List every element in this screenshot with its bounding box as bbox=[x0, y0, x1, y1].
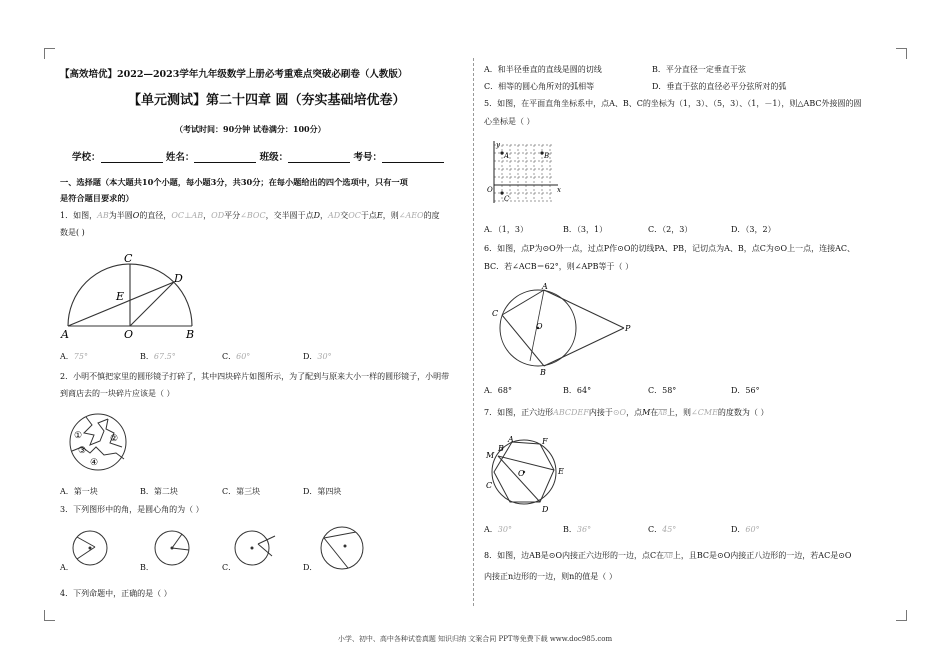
q8-arc: $\overline{AB}$ bbox=[664, 553, 673, 560]
q6-option-d[interactable]: D．56° bbox=[731, 386, 760, 395]
q7-text: 内接于 bbox=[588, 408, 613, 417]
q2-option-b[interactable]: B．第二块 bbox=[140, 487, 178, 496]
q1-stem bbox=[60, 211, 440, 221]
q1-text: 1．如图， bbox=[60, 211, 98, 220]
q2-label-3: ③ bbox=[78, 446, 87, 456]
q1-math: E bbox=[376, 211, 383, 220]
exam-number-label: 考号： bbox=[353, 152, 382, 163]
q2-option-d[interactable]: D．第四块 bbox=[303, 487, 342, 496]
q3-figure-c bbox=[232, 526, 276, 570]
q3-option-a[interactable]: A． bbox=[60, 563, 74, 572]
q1-option-c[interactable]: C．60° bbox=[222, 352, 251, 361]
q6-stem: 6．如图，点P为⊙O外一点，过点P作⊙O的切线PA、PB，记切点为A、B，点C为⊙O上一点，连接AC、 bbox=[484, 244, 856, 253]
section1-heading-cont: 是符合题目要求的） bbox=[60, 193, 134, 203]
q1-text: 的直径， bbox=[139, 211, 172, 220]
q8-stem bbox=[484, 551, 851, 562]
q7-math: ⊙O bbox=[612, 408, 627, 417]
q7-label-o: O bbox=[518, 469, 525, 478]
school-blank[interactable] bbox=[101, 154, 163, 163]
q1-figure bbox=[60, 248, 200, 340]
school-label: 学校： bbox=[72, 152, 101, 163]
q7-text: 7．如图，正六边形 bbox=[484, 408, 554, 417]
q1-label-o: O bbox=[124, 328, 134, 340]
q2-label-2: ② bbox=[110, 434, 119, 444]
q2-option-c[interactable]: C．第三块 bbox=[222, 487, 261, 496]
q1-label-d: D bbox=[174, 272, 183, 285]
q6-stem-cont: BC．若∠ACB＝62°，则∠APB等于（ ） bbox=[484, 262, 634, 271]
q3-option-d[interactable]: D． bbox=[303, 563, 318, 572]
q6-figure bbox=[484, 281, 634, 375]
q5-option-a[interactable]: A．（1，3） bbox=[484, 225, 528, 234]
q3-figure-d bbox=[318, 524, 366, 572]
q8-stem-cont: 内接正n边形的一边，则n的值是（ ） bbox=[484, 572, 617, 581]
q8-text: 8．如图，边AB是⊙O内接正六边形的一边，点C在 bbox=[484, 551, 665, 560]
q6-label-o: O bbox=[536, 322, 543, 331]
q1-math: D bbox=[313, 211, 320, 220]
q7-stem bbox=[484, 408, 768, 419]
q5-option-d[interactable]: D．（3，2） bbox=[731, 225, 776, 234]
corner-mark bbox=[44, 48, 55, 59]
q6-label-c: C bbox=[492, 309, 499, 318]
name-label: 姓名： bbox=[165, 152, 195, 163]
q7-text: 的度数为（ ） bbox=[717, 408, 769, 417]
q4-option-c[interactable]: C．相等的圆心角所对的弧相等 bbox=[484, 82, 595, 91]
q1-text: ， bbox=[320, 211, 328, 220]
q7-label-f: F bbox=[542, 437, 548, 446]
q7-label-d: D bbox=[542, 505, 549, 514]
q2-stem-cont: 到商店去的一块碎片应该是（ ） bbox=[60, 389, 175, 398]
q1-text: 为半圆 bbox=[108, 211, 133, 220]
q4-option-d[interactable]: D．垂直于弦的直径必平分弦所对的弧 bbox=[652, 82, 787, 91]
q1-math: AD bbox=[328, 211, 341, 220]
q1-label-c: C bbox=[124, 252, 133, 265]
q1-label-b: B bbox=[186, 328, 195, 340]
q3-figure-a bbox=[70, 528, 110, 568]
corner-mark bbox=[896, 48, 907, 59]
q1-math: OC bbox=[348, 211, 361, 220]
q1-text: 的度 bbox=[423, 211, 440, 220]
q7-option-b[interactable]: B．36° bbox=[563, 525, 592, 534]
q5-label-o: O bbox=[487, 186, 493, 194]
name-blank[interactable] bbox=[194, 154, 256, 163]
q5-label-b: B bbox=[544, 152, 550, 160]
q6-label-b: B bbox=[540, 368, 546, 375]
q6-option-a[interactable]: A．68° bbox=[484, 386, 512, 395]
exam-number-blank[interactable] bbox=[382, 154, 444, 163]
q6-option-c[interactable]: C．58° bbox=[648, 386, 677, 395]
q5-label-c: C bbox=[504, 195, 510, 203]
q6-label-p: P bbox=[625, 324, 631, 333]
q1-text: ， bbox=[203, 211, 212, 220]
q1-math: O bbox=[132, 211, 140, 220]
q1-text: 交 bbox=[340, 211, 349, 220]
q6-option-b[interactable]: B．64° bbox=[563, 386, 592, 395]
q7-text: ，点 bbox=[626, 408, 643, 417]
class-label: 班级： bbox=[259, 152, 289, 163]
q5-label-a: A bbox=[504, 152, 510, 160]
q3-stem: 3．下列图形中的角，是圆心角的为（ ） bbox=[60, 505, 204, 514]
q7-math: ∠CME bbox=[691, 408, 718, 417]
q6-label-a: A bbox=[542, 282, 548, 291]
corner-mark bbox=[896, 610, 907, 621]
q7-label-m: M bbox=[486, 451, 495, 460]
q7-arc: $\overline{AB}$ bbox=[658, 410, 668, 417]
q1-label-e: E bbox=[116, 290, 125, 303]
page-title: 【单元测试】第二十四章 圆（夯实基础培优卷） bbox=[128, 93, 406, 108]
q7-math: M bbox=[642, 408, 651, 417]
q1-text: 平分 bbox=[224, 211, 241, 220]
q1-option-a[interactable]: A．75° bbox=[60, 352, 88, 361]
q1-math: AB bbox=[97, 211, 109, 220]
class-blank[interactable] bbox=[288, 154, 350, 163]
q5-stem-cont: 心坐标是（ ） bbox=[484, 117, 535, 126]
q1-stem-cont: 数是( ) bbox=[60, 228, 85, 237]
q2-option-a[interactable]: A．第一块 bbox=[60, 487, 98, 496]
q5-option-b[interactable]: B．（3，1） bbox=[563, 225, 608, 234]
q7-math: ABCDEF bbox=[553, 408, 589, 417]
corner-mark bbox=[44, 610, 55, 621]
column-divider bbox=[473, 58, 474, 606]
q5-figure bbox=[486, 139, 564, 205]
q7-label-a: A bbox=[508, 435, 514, 444]
q1-option-d[interactable]: D．30° bbox=[303, 352, 332, 361]
q7-label-e: E bbox=[558, 467, 564, 476]
q3-figure-b bbox=[152, 528, 192, 568]
q1-text: 于点 bbox=[360, 211, 377, 220]
q7-option-d[interactable]: D．60° bbox=[731, 525, 760, 534]
q1-math: OC⊥AB bbox=[171, 211, 204, 220]
q7-text: 在 bbox=[650, 408, 659, 417]
q3-option-c[interactable]: C． bbox=[222, 563, 237, 572]
q2-label-1: ① bbox=[74, 431, 83, 441]
q1-math: OD bbox=[211, 211, 225, 220]
q5-label-y: y bbox=[496, 141, 500, 149]
header-line1: 【高效培优】2022—2023学年九年级数学上册必考重难点突破必刷卷（人教版） bbox=[60, 69, 408, 80]
q5-label-x: x bbox=[557, 186, 561, 194]
q8-text: 上，且BC是⊙O内接正八边形的一边，若AC是⊙O bbox=[672, 551, 852, 560]
q5-option-c[interactable]: C．（2，3） bbox=[648, 225, 693, 234]
q7-figure bbox=[484, 432, 574, 514]
student-info-row bbox=[72, 149, 444, 163]
footer: 小学、初中、高中各种试卷真题 知识归纳 文案合同 PPT等免费下载 www.doc985.com bbox=[337, 635, 613, 643]
q4-stem: 4．下列命题中，正确的是（ ） bbox=[60, 589, 172, 598]
q7-text: 上，则 bbox=[667, 408, 692, 417]
q1-math: ∠BOC bbox=[240, 211, 266, 220]
q1-option-b[interactable]: B．67.5° bbox=[140, 352, 176, 361]
q3-option-b[interactable]: B． bbox=[140, 563, 154, 572]
q1-math: ∠AEO bbox=[398, 211, 424, 220]
section1-heading: 一、选择题（本大题共10个小题，每小题3分，共30分；在每小题给出的四个选项中，只有一项 bbox=[60, 177, 408, 187]
q7-option-c[interactable]: C．45° bbox=[648, 525, 677, 534]
q2-stem: 2．小明不慎把家里的圆形镜子打碎了，其中四块碎片如图所示，为了配到与原来大小一样的圆形镜子，小明带 bbox=[60, 372, 450, 381]
q7-label-b: B bbox=[498, 444, 504, 453]
q7-option-a[interactable]: A．30° bbox=[484, 525, 512, 534]
q7-label-c: C bbox=[486, 481, 493, 490]
q1-label-a: A bbox=[61, 328, 69, 340]
exam-info: （考试时间：90分钟 试卷满分：100分） bbox=[175, 124, 326, 134]
q4-option-b[interactable]: B．平分直径一定垂直于弦 bbox=[652, 65, 746, 74]
q2-figure bbox=[64, 411, 134, 473]
q5-stem: 5．如图，在平面直角坐标系中，点A、B、C的坐标为（1，3）、（5，3）、（1，－1），则△ABC外接圆的圆 bbox=[484, 99, 862, 108]
q1-text: ，交半圆于点 bbox=[265, 211, 314, 220]
q2-label-4: ④ bbox=[90, 458, 99, 468]
q1-text: ，则 bbox=[382, 211, 399, 220]
q4-option-a[interactable]: A．和半径垂直的直线是圆的切线 bbox=[484, 65, 602, 74]
